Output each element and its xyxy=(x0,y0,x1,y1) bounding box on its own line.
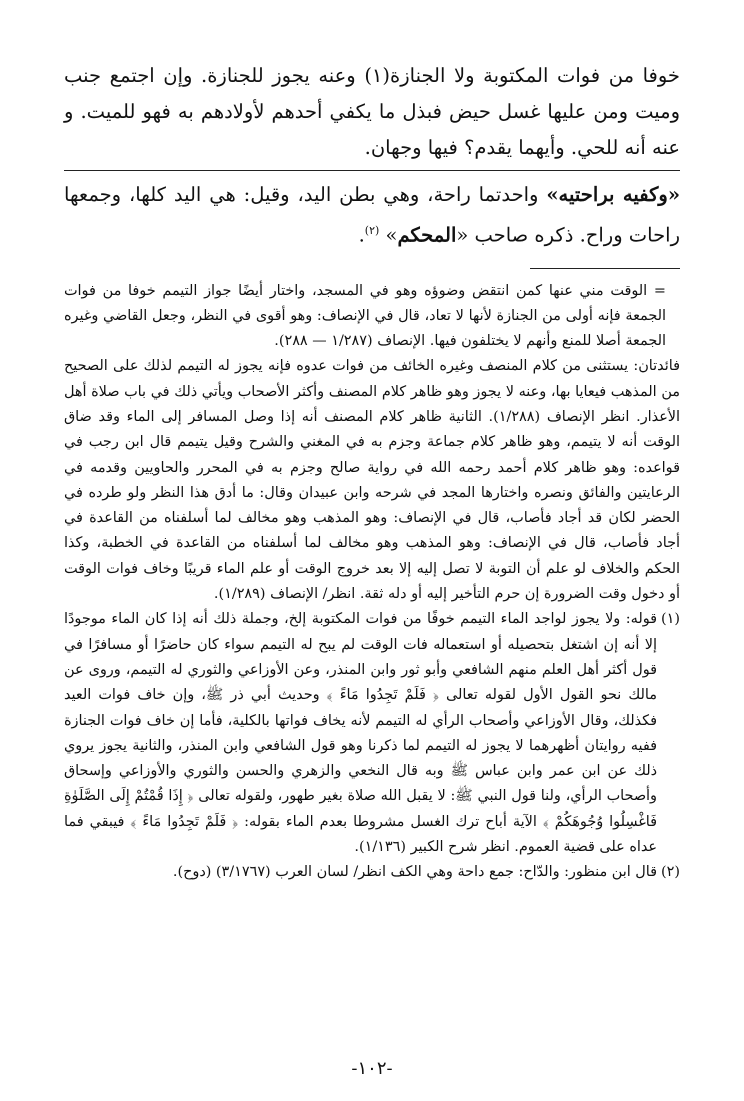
footnotes-block xyxy=(64,279,680,886)
page-number: -١٠٢- xyxy=(351,1058,393,1079)
footnote-2 xyxy=(64,860,680,885)
footnote-1 xyxy=(64,607,680,860)
footnote-2-number: (٢) xyxy=(661,864,680,881)
entry-paragraph xyxy=(64,177,680,254)
entry-term: «وكفيه براحتيه» xyxy=(546,183,681,206)
footnote-1-number: (١) xyxy=(661,611,680,628)
footnote-separator xyxy=(530,268,680,269)
entry-source: المحكم xyxy=(397,223,457,247)
entry-footnote-ref: (٢) xyxy=(364,224,380,237)
main-text-block xyxy=(64,58,680,166)
footnote-faidatan: فائدتان: يستثنى من كلام المنصف وغيره الخائف من فوات عدوه فإنه يجوز له التيمم لذلك على الصحيح من المذهب فيعايا بها، وعنه لا يجوز وهو ظاهر كلام المصنف وأكثر الأصحاب ويأتي ذلك في باب صلاة أهل الأعذار. انظر الإنصاف (١/٢٨٨). الثانية ظاهر كلام المصنف أنه إذا وصل المسافر إلى الماء وقد ضاق الوقت أنه لا يتيمم، وهو ظاهر كلام جماعة وجزم به في المغني والشرح وقيل يتيمم قال ابن رجب في قواعده: وهو ظاهر كلام أحمد رحمه الله في رواية صالح وجزم به في المحرر والحاويين وقدمه في الرعايتين والفائق ونصره واختارها المجد في شرحه وابن عبيدان وقال: ما أدق هذا النظر ولو طرده في الحضر لكان قد أجاد فأصاب، قال في الإنصاف: وهو المذهب وهو مخالف لما أسلفناه من القاعدة في أجاد فأصاب، قال في الإنصاف: وهو المذهب وهو مخالف لما أسلفناه من القاعدة في الخطبة، وكذا الحكم والخلاف لو علم أن التوبة لا تصل إليه إلا بعد خروج الوقت أو علم الماء قريبًا وخاف فوات الوقت أو دخول وقت الضرورة إن حرم التأخير إليه أو دله ثقة. انظر/ الإنصاف (١/٢٨٩). xyxy=(64,358,681,603)
footnote-continuation: = الوقت مني عنها كمن انتقض وضوؤه وهو في المسجد، واختار أيضًا جواز التيمم خوفا من فوات الجمعة فإنه أولى من الجنازة لأنها لا تعاد، قال في الإنصاف: وهو أقوى في النظر، وجعل القاضي وغيره الجمعة أصلا للمنع وأنهم لا يختلفون فيها. الإنصاف (١/٢٨٧ — ٢٨٨). xyxy=(64,282,666,350)
main-paragraph: خوفا من فوات المكتوبة ولا الجنازة(١) وعنه يجوز للجنازة. وإن اجتمع جنب وميت ومن عليها غسل حيض فبذل ما يكفي أحدهم لأولادهم به فهو للميت. و عنه أنه للحي. وأيهما يقدم؟ فيها وجهان. xyxy=(64,64,680,159)
entry-text-1: واحدتما راحة، وهي بطن اليد، وقيل: هي اليد كلها، وجمعها راحات وراح. ذكره صاحب « xyxy=(64,183,680,247)
section-divider xyxy=(64,170,680,171)
entry-end: . xyxy=(358,223,365,247)
footnote-1-text: قوله: ولا يجوز لواجد الماء التيمم خوفًا من فوات المكتوبة إلخ، وجملة ذلك أنه إذا كان الماء موجودًا إلا أنه إن اشتغل بتحصيله أو استعماله فات الوقت لم يبح له التيمم سواء كان حاضرًا أو مسافرًا في قول أكثر أهل العلم منهم الشافعي وأبو ثور وابن المنذر، وعن الأوزاعي والثوري له التيمم، وروى عن مالك نحو القول الأول لقوله تعالى ﴿ فَلَمْ تَجِدُوا مَاءً ﴾ وحديث أبي ذر ﷺ، وإن خاف فوات العيد فكذلك، وقال الأوزاعي وأصحاب الرأي له التيمم لأنه يخاف فواتها بالكلية، فأما إن خاف فوات الجنازة ففيه روايتان أظهرهما لا يجوز له التيمم لما ذكرنا وهو قول الشافعي وابن المنذر، والثانية يجوز يروي ذلك عن ابن عمر وابن عباس ﷺ وبه قال النخعي والزهري والحسن والثوري والأوزاعي وإسحاق وأصحاب الرأي، ولنا قول النبي ﷺ: لا يقبل الله صلاة بغير طهور، ولقوله تعالى ﴿ إِذَا قُمْتُمْ إِلَى الصَّلَوٰةِ فَاغْسِلُوا وُجُوهَكُمْ ﴾ الآية أباح ترك الغسل مشروطا بعدم الماء بقوله: ﴿ فَلَمْ تَجِدُوا مَاءً ﴾ فيبقي فما عداه على قضية العموم. انظر شرح الكبير (١/١٣٦). xyxy=(64,611,658,856)
entry-text-2: » xyxy=(385,223,398,247)
commentary-entry xyxy=(64,177,680,254)
footnote-2-text: قال ابن منظور: والدّاح: جمع داحة وهي الكف انظر/ لسان العرب (٣/١٧٦٧) (دوح). xyxy=(172,864,658,881)
